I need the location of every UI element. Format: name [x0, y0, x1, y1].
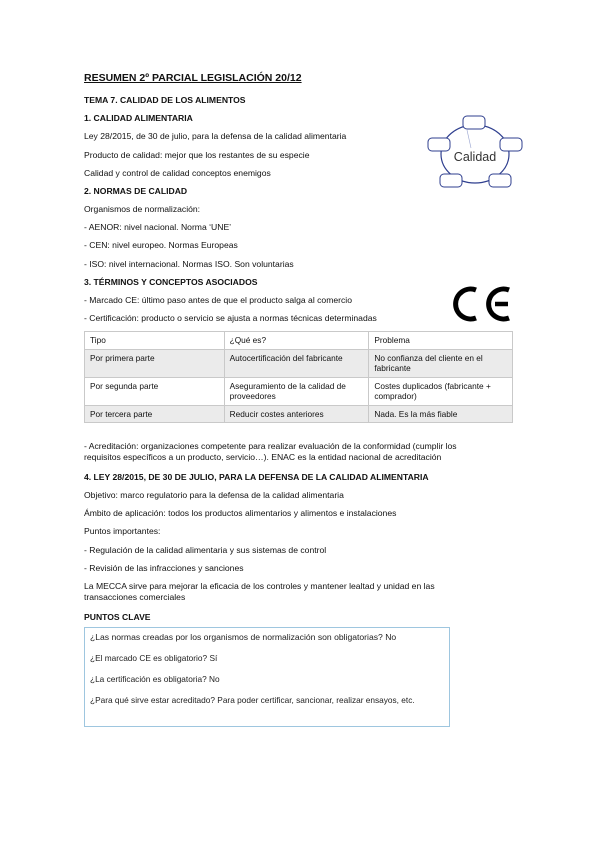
text-line: Puntos importantes: — [84, 526, 161, 536]
calidad-node — [428, 138, 450, 151]
text-line: transacciones comerciales — [84, 592, 186, 602]
text-line: Producto de calidad: mejor que los restantes de su especie — [84, 150, 310, 160]
table-cell: Por segunda parte — [85, 377, 225, 405]
table-cell: Reducir costes anteriores — [224, 405, 369, 423]
ce-mark-icon — [447, 284, 517, 324]
calidad-center-label: Calidad — [453, 150, 497, 164]
puntos-clave-heading: PUNTOS CLAVE — [84, 612, 151, 622]
calidad-node — [463, 116, 485, 129]
table-cell: Nada. Es la más fiable — [369, 405, 513, 423]
certification-table — [84, 331, 513, 423]
table-cell: Autocertificación del fabricante — [224, 349, 369, 377]
question-line: ¿La certificación es obligatoria? No — [90, 674, 220, 684]
table-row — [85, 377, 513, 405]
text-line: Ley 28/2015, de 30 de julio, para la defensa de la calidad alimentaria — [84, 131, 347, 141]
text-line: Ámbito de aplicación: todos los productos alimentarios y alimentos e instalaciones — [84, 508, 397, 518]
text-line: - ISO: nivel internacional. Normas ISO. Son voluntarias — [84, 259, 294, 269]
table-header-cell: Problema — [369, 332, 513, 350]
question-line: ¿Las normas creadas por los organismos de normalización son obligatorias? No — [90, 632, 397, 642]
document-title: RESUMEN 2º PARCIAL LEGISLACIÓN 20/12 — [84, 72, 302, 84]
text-line: - Acreditación: organizaciones competente para realizar evaluación de la conformidad (cumplir los — [84, 441, 457, 451]
table-cell: Por tercera parte — [85, 405, 225, 423]
section-1-heading: 1. CALIDAD ALIMENTARIA — [84, 113, 193, 123]
section-3-heading: 3. TÉRMINOS Y CONCEPTOS ASOCIADOS — [84, 277, 258, 287]
table-cell: Costes duplicados (fabricante + comprador) — [369, 377, 513, 405]
calidad-node — [500, 138, 522, 151]
section-2-heading: 2. NORMAS DE CALIDAD — [84, 186, 188, 196]
table-row — [85, 349, 513, 377]
tema-title: TEMA 7. CALIDAD DE LOS ALIMENTOS — [84, 95, 246, 105]
text-line: La MECCA sirve para mejorar la eficacia de los controles y mantener lealtad y unidad en las — [84, 581, 435, 591]
table-cell: Aseguramiento de la calidad de proveedores — [224, 377, 369, 405]
table-header-cell: Tipo — [85, 332, 225, 350]
text-line: - Certificación: producto o servicio se ajusta a normas técnicas determinadas — [84, 313, 377, 323]
calidad-node — [440, 174, 462, 187]
question-line: ¿Para qué sirve estar acreditado? Para poder certificar, sancionar, realizar ensayos, etc. — [90, 695, 415, 705]
puntos-clave-box — [84, 627, 450, 727]
table-cell: Por primera parte — [85, 349, 225, 377]
text-line: Calidad y control de calidad conceptos enemigos — [84, 168, 271, 178]
text-line: - Regulación de la calidad alimentaria y sus sistemas de control — [84, 545, 327, 555]
text-line: - AENOR: nivel nacional. Norma ‘UNE’ — [84, 222, 232, 232]
calidad-node — [489, 174, 511, 187]
text-line: - Revisión de las infracciones y sanciones — [84, 563, 244, 573]
table-row — [85, 405, 513, 423]
section-4-heading: 4. LEY 28/2015, DE 30 DE JULIO, PARA LA DEFENSA DE LA CALIDAD ALIMENTARIA — [84, 472, 429, 482]
text-line: - CEN: nivel europeo. Normas Europeas — [84, 240, 238, 250]
table-cell: No confianza del cliente en el fabricante — [369, 349, 513, 377]
text-line: Organismos de normalización: — [84, 204, 201, 214]
text-line: - Marcado CE: último paso antes de que el producto salga al comercio — [84, 295, 352, 305]
text-line: Objetivo: marco regulatorio para la defensa de la calidad alimentaria — [84, 490, 344, 500]
table-header-cell: ¿Qué es? — [224, 332, 369, 350]
table-header-row — [85, 332, 513, 350]
calidad-diagram — [425, 110, 525, 198]
question-line: ¿El marcado CE es obligatorio? Sí — [90, 653, 218, 663]
text-line: requisitos específicos a un producto, servicio…). ENAC es la entidad nacional de acreditación — [84, 452, 442, 462]
